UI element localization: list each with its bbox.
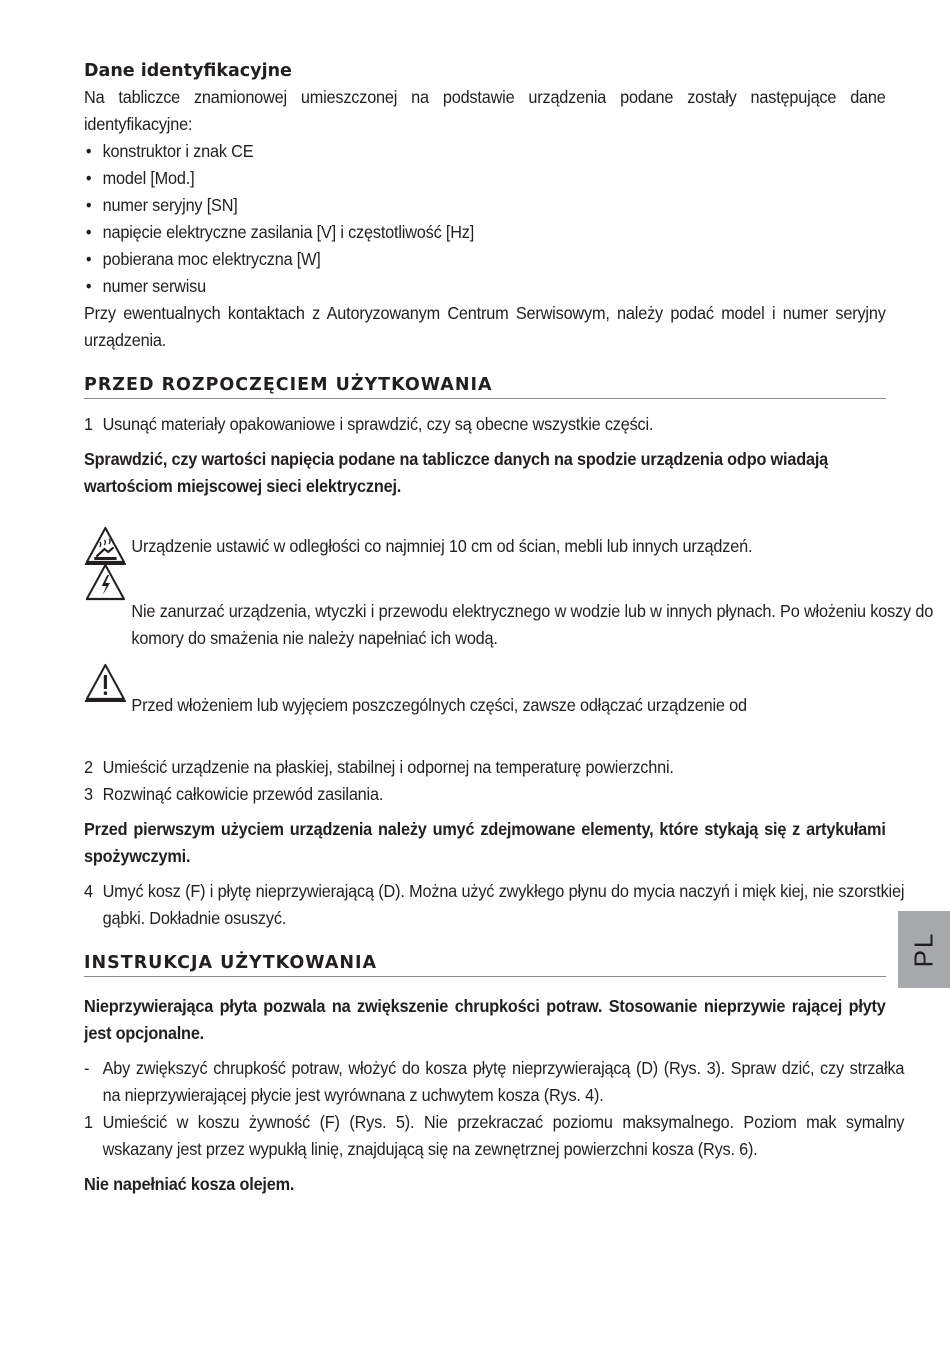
plate-notice: Nieprzywierająca płyta pozwala na zwiększenie chrupkości potraw. Stosowanie nieprzywie rającej płyty jest opcjonalne.: [84, 996, 886, 1043]
list-item: • napięcie elektryczne zasilania [V] i częstotliwość [Hz]: [84, 219, 886, 246]
section-heading-usage: INSTRUKCJA UŻYTKOWANIA: [84, 952, 886, 977]
usage-dash-item: [84, 1055, 904, 1109]
section-heading-before-use: PRZED ROZPOCZĘCIEM UŻYTKOWANIA: [84, 374, 886, 399]
list-item: • pobierana moc elektryczna [W]: [84, 246, 886, 273]
electric-shock-warning-icon: [84, 562, 127, 602]
general-warning-icon: [84, 662, 127, 702]
warning-unplug: [84, 692, 933, 719]
hot-surface-warning-icon: [84, 525, 127, 565]
list-item: • numer serwisu: [84, 273, 886, 300]
oil-notice: Nie napełniać kosza olejem.: [84, 1174, 295, 1194]
warning-text: Nie zanurzać urządzenia, wtyczki i przewodu elektrycznego w wodzie lub w innych płynach. Po włożeniu koszy do komory do smażenia nie należy napełniać ich wodą.: [131, 601, 934, 648]
warning-water: [84, 598, 933, 652]
step-text: Usunąć materiały opakowaniowe i sprawdzić, czy są obecne wszystkie części.: [102, 414, 654, 434]
warning-text: Urządzenie ustawić w odległości co najmniej 10 cm od ścian, mebli lub innych urządzeń.: [131, 536, 753, 556]
section-heading-identification: Dane identyfikacyjne: [84, 61, 292, 81]
step-1: [84, 411, 904, 438]
list-item: • numer seryjny [SN]: [84, 192, 886, 219]
step-text: Umieścić w koszu żywność (F) (Rys. 5). Nie przekraczać poziomu maksymalnego. Poziom mak symalny wskazany jest przez wypukłą linię, znajdującą się na zewnętrznej powierzchni kosza (Rys. 6).: [102, 1112, 905, 1159]
language-tab: [898, 911, 950, 988]
language-tab-label: PL: [908, 931, 939, 968]
step-text: Umyć kosz (F) i płytę nieprzywierającą (D). Można użyć zwykłego płynu do mycia naczyń i mięk kiej, nie szorstkiej gąbki. Dokładnie osuszyć.: [102, 881, 905, 928]
step-number: 1: [84, 1112, 93, 1132]
identification-intro: Na tabliczce znamionowej umieszczonej na podstawie urządzenia podane zostały następujące dane identyfikacyjne:: [84, 87, 886, 134]
step-3: [84, 781, 904, 808]
step-4: [84, 878, 904, 932]
list-item: • konstruktor i znak CE: [84, 138, 886, 165]
step-number: 1: [84, 414, 93, 434]
wash-notice: Przed pierwszym użyciem urządzenia należy umyć zdejmowane elementy, które stykają się z artykułami spożywczymi.: [84, 819, 886, 866]
step-number: 4: [84, 881, 93, 901]
step-text: Umieścić urządzenie na płaskiej, stabilnej i odpornej na temperaturę powierzchni.: [102, 757, 674, 777]
warning-text: Przed włożeniem lub wyjęciem poszczególnych części, zawsze odłączać urządzenie od: [131, 695, 747, 715]
identification-outro: Przy ewentualnych kontaktach z Autoryzowanym Centrum Serwisowym, należy podać model i numer seryjny urządzenia.: [84, 303, 886, 350]
voltage-notice: Sprawdzić, czy wartości napięcia podane na tabliczce danych na spodzie urządzenia odpo wiadają wartościom miejscowej sieci elektrycznej.: [84, 449, 829, 496]
step-number: 2: [84, 757, 93, 777]
list-item: • model [Mod.]: [84, 165, 886, 192]
identification-list: [84, 138, 886, 300]
step-number: 3: [84, 784, 93, 804]
step-text: Aby zwiększyć chrupkość potraw, włożyć do kosza płytę nieprzywierającą (D) (Rys. 3). Spraw dzić, czy strzałka na nieprzywierającej płycie jest wyrównana z uchwytem kosza (Rys. 4).: [102, 1058, 905, 1105]
dash-mark: -: [84, 1058, 90, 1078]
step-text: Rozwinąć całkowicie przewód zasilania.: [102, 784, 384, 804]
step-2: [84, 754, 904, 781]
usage-step-1: [84, 1109, 904, 1163]
warning-distance: [84, 533, 933, 560]
